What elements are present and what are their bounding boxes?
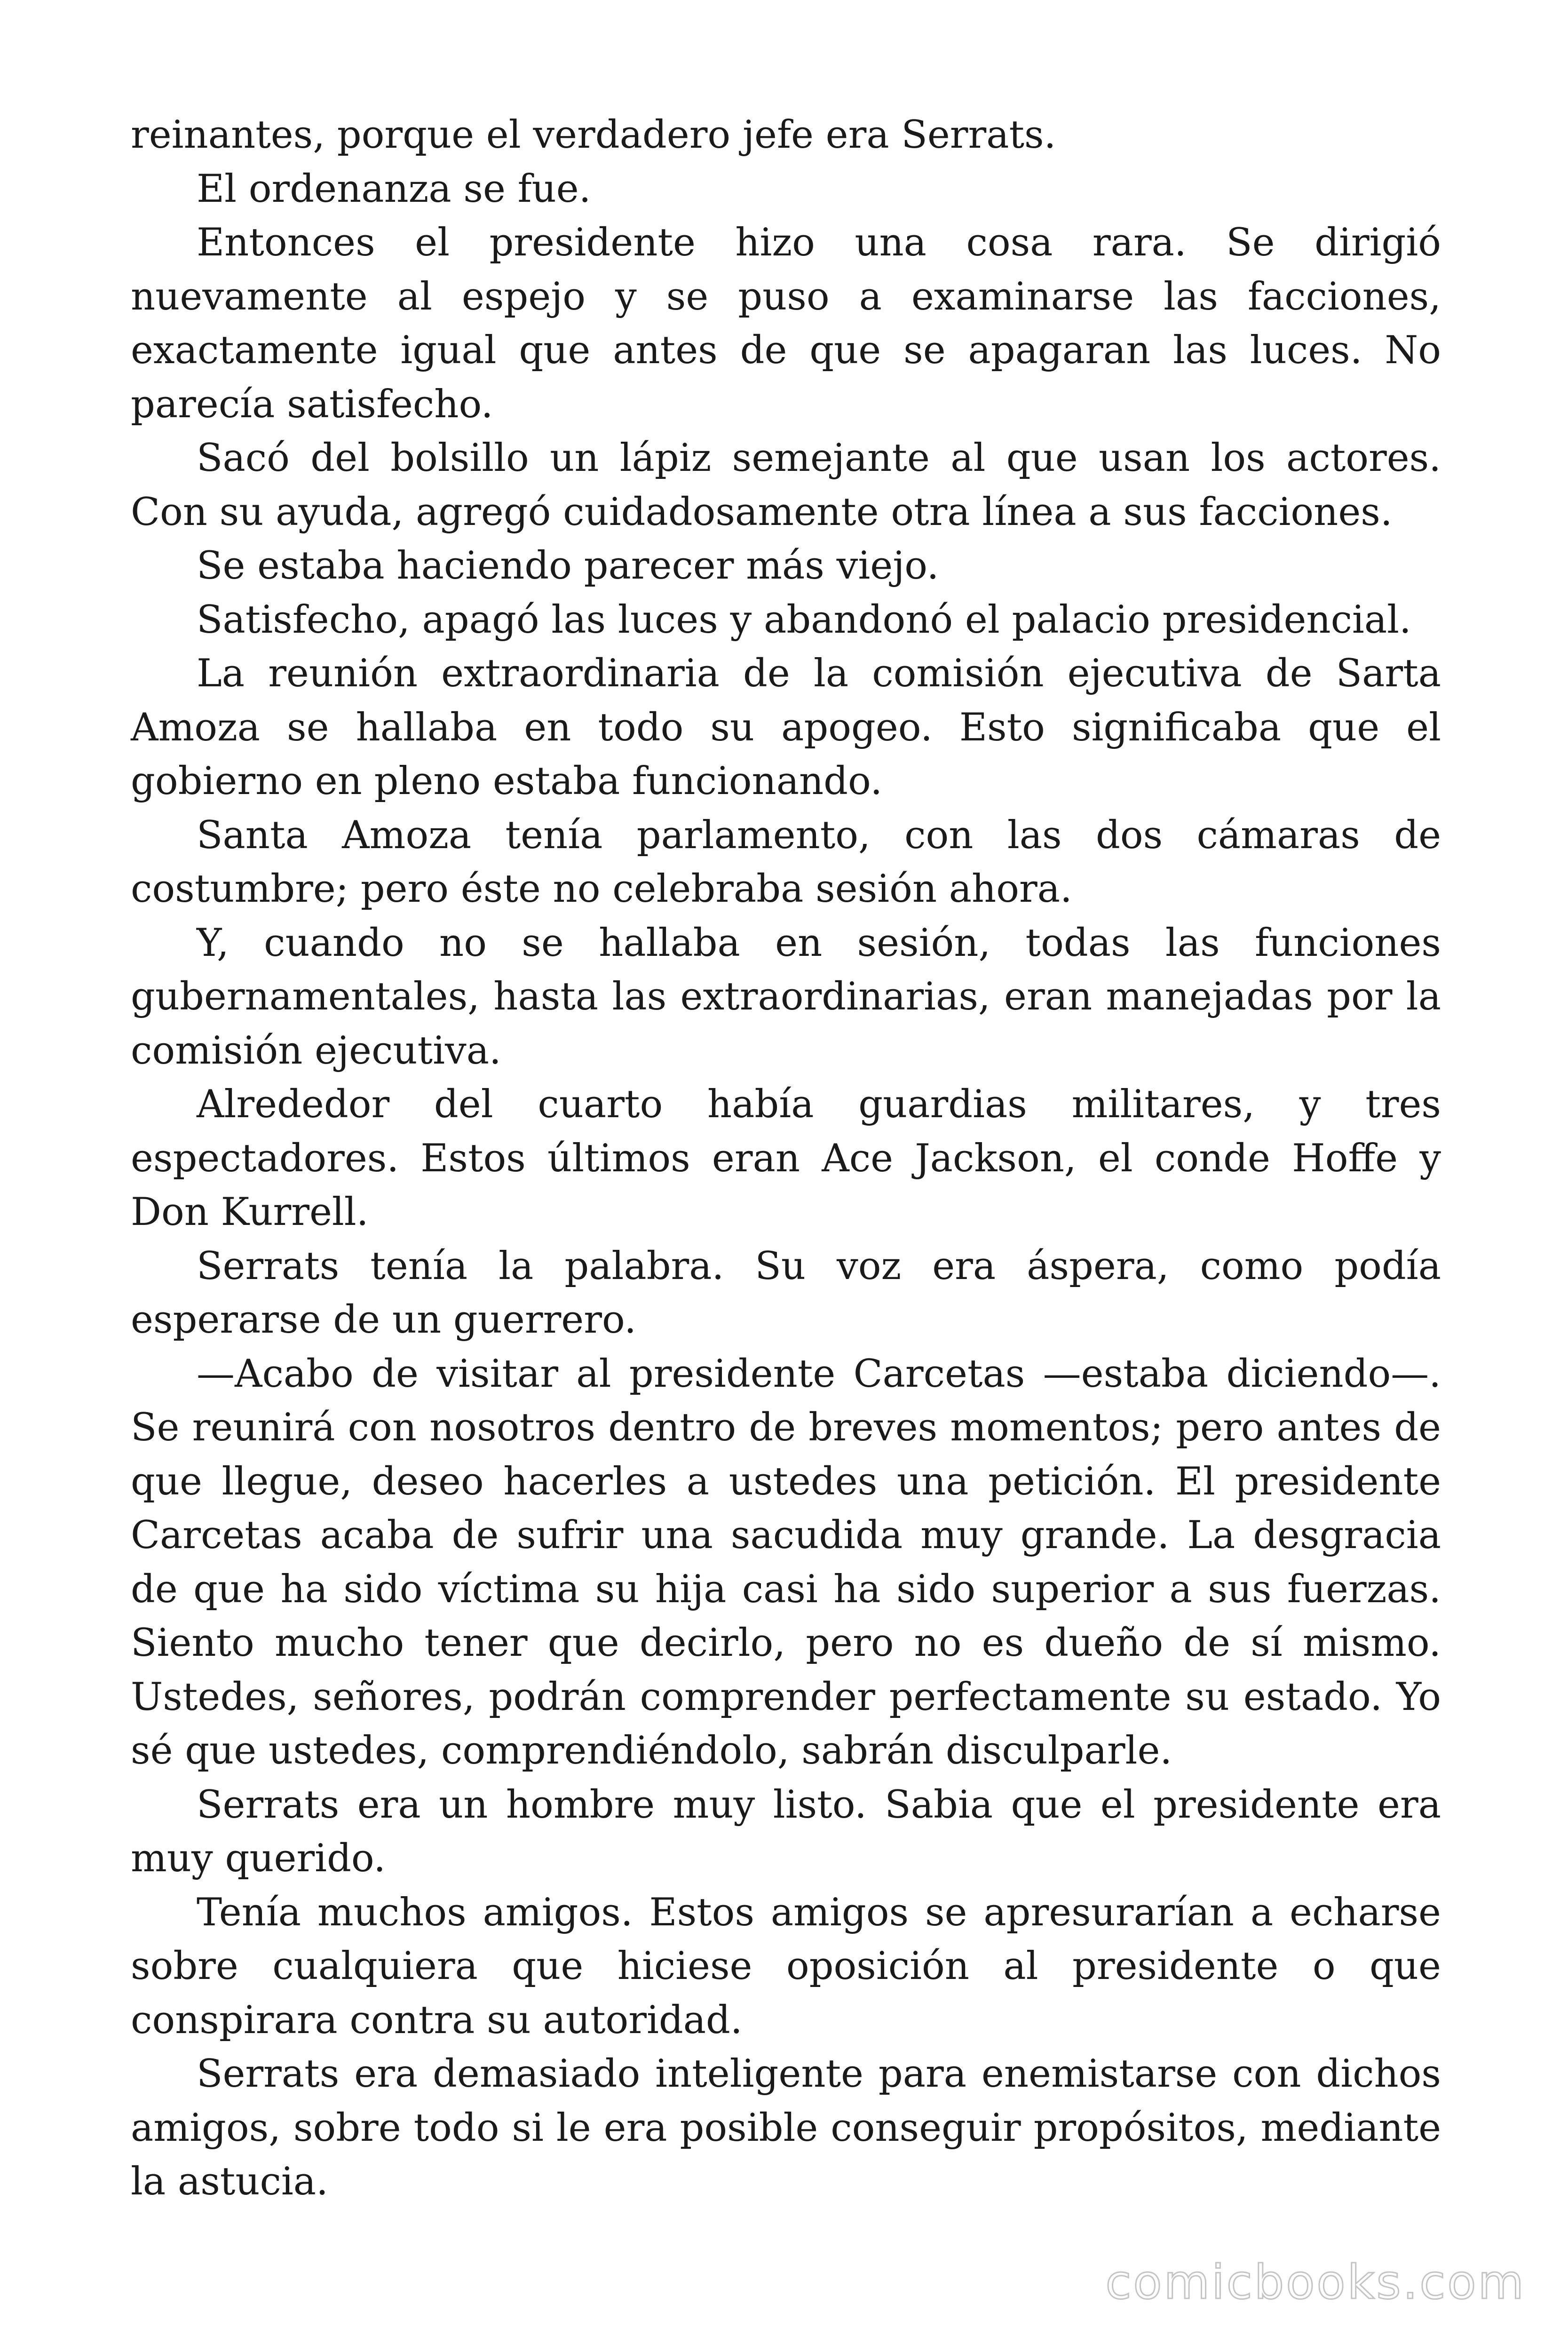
paragraph-12: —Acabo de visitar al presidente Carcetas —estaba diciendo—. Se reunirá con nosotros dentro de breves momentos; pero antes de que llegue, deseo hacerles a ustedes una petición. El presidente Carcetas acaba de sufrir una sacudida muy grande. La desgracia de que ha sido víctima su hija casi ha sido superior a sus fuerzas. Siento mucho tener que decirlo, pero no es dueño de sí mismo. Ustedes, señores, podrán comprender perfectamente su estado. Yo sé que ustedes, comprendiéndolo, sabrán disculparle. bbox=[131, 1351, 1441, 1773]
paragraph-6: Satisfecho, apagó las luces y abandonó el palacio presidencial. bbox=[197, 597, 1411, 642]
page-text bbox=[131, 108, 1441, 2209]
paragraph-2: El ordenanza se fue. bbox=[197, 167, 591, 211]
paragraph-9: Y, cuando no se hallaba en sesión, todas las funciones gubernamentales, hasta las extraordinarias, eran manejadas por la comisión ejecutiva. bbox=[131, 921, 1441, 1073]
paragraph-4: Sacó del bolsillo un lápiz semejante al que usan los actores. Con su ayuda, agregó cuidadosamente otra línea a sus facciones. bbox=[131, 436, 1441, 534]
paragraph-10: Alrededor del cuarto había guardias militares, y tres espectadores. Estos últimos eran Ace Jackson, el conde Hoffe y Don Kurrell. bbox=[131, 1082, 1441, 1234]
watermark: comicbooks.com bbox=[1105, 2255, 1526, 2310]
paragraph-1: reinantes, porque el verdadero jefe era Serrats. bbox=[131, 113, 1056, 157]
paragraph-14: Tenía muchos amigos. Estos amigos se apresurarían a echarse sobre cualquiera que hiciese oposición al presidente o que conspirara contra su autoridad. bbox=[131, 1890, 1441, 2042]
paragraph-7: La reunión extraordinaria de la comisión ejecutiva de Sarta Amoza se hallaba en todo su apogeo. Esto significaba que el gobierno en pleno estaba funcionando. bbox=[131, 652, 1441, 803]
paragraph-3: Entonces el presidente hizo una cosa rara. Se dirigió nuevamente al espejo y se puso a examinarse las facciones, exactamente igual que antes de que se apagaran las luces. No parecía satisfecho. bbox=[131, 221, 1441, 427]
paragraph-15: Serrats era demasiado inteligente para enemistarse con dichos amigos, sobre todo si le era posible conseguir propósitos, mediante la astucia. bbox=[131, 2052, 1441, 2204]
paragraph-8: Santa Amoza tenía parlamento, con las dos cámaras de costumbre; pero éste no celebraba sesión ahora. bbox=[131, 813, 1441, 911]
paragraph-11: Serrats tenía la palabra. Su voz era áspera, como podía esperarse de un guerrero. bbox=[131, 1244, 1441, 1342]
paragraph-13: Serrats era un hombre muy listo. Sabia que el presidente era muy querido. bbox=[131, 1782, 1441, 1881]
paragraph-5: Se estaba haciendo parecer más viejo. bbox=[197, 544, 939, 588]
